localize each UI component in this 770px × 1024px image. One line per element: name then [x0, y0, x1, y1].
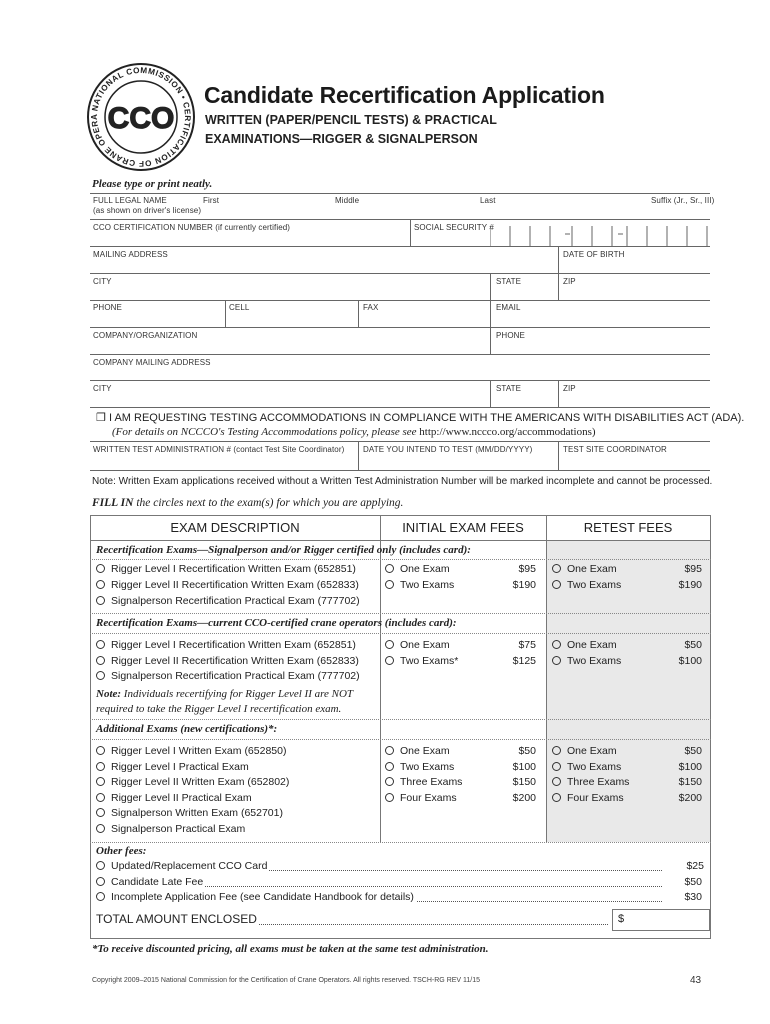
radio-circle-icon[interactable] — [96, 580, 105, 589]
cco-cert-label: CCO CERTIFICATION NUMBER (if currently certified) — [93, 223, 291, 232]
ssn-label: SOCIAL SECURITY # — [414, 223, 494, 232]
radio-circle-icon[interactable] — [96, 824, 105, 833]
radio-circle-icon[interactable] — [552, 580, 561, 589]
radio-circle-icon[interactable] — [385, 762, 394, 771]
fee-value: $125 — [512, 655, 536, 667]
ada-checkbox[interactable]: ❒ — [96, 412, 106, 424]
middle-name-label: Middle — [335, 196, 360, 205]
option-label: Two Exams* — [400, 655, 459, 667]
cco-cert-field[interactable] — [92, 232, 407, 244]
radio-circle-icon[interactable] — [96, 656, 105, 665]
sec3-retest-option[interactable] — [552, 761, 621, 773]
sec3-retest-option[interactable] — [552, 745, 617, 757]
fee-value: $75 — [518, 639, 536, 651]
sec1-initial-option[interactable] — [385, 563, 450, 575]
full-legal-name-label: FULL LEGAL NAME — [93, 196, 167, 205]
other-fees-title: Other fees: — [96, 845, 147, 857]
radio-circle-icon[interactable] — [552, 640, 561, 649]
page-title: Candidate Recertification Application — [204, 82, 605, 108]
other-fee-label: Incomplete Application Fee (see Candidate Handbook for details) — [111, 891, 414, 903]
state2-label: STATE — [496, 384, 522, 393]
company-phone-label: PHONE — [496, 331, 525, 340]
fee-value: $190 — [512, 579, 536, 591]
radio-circle-icon[interactable] — [385, 793, 394, 802]
total-currency: $ — [618, 913, 625, 925]
option-label: Four Exams — [567, 792, 624, 804]
option-label: Three Exams — [400, 776, 463, 788]
fee-value: $25 — [662, 860, 704, 872]
radio-circle-icon[interactable] — [96, 861, 105, 870]
option-label: One Exam — [400, 563, 450, 575]
sec1-exam-row[interactable] — [96, 579, 359, 591]
email-field[interactable] — [494, 313, 708, 325]
cell-field[interactable] — [228, 313, 354, 325]
sec3-exam-label: Rigger Level I Written Exam (652850) — [111, 745, 287, 757]
fill-in-text: the circles next to the exam(s) for which you are applying. — [133, 497, 404, 509]
mailing-address-label: MAILING ADDRESS — [93, 250, 168, 259]
discount-note: *To receive discounted pricing, all exams must be taken at the same test administration. — [92, 943, 489, 955]
sec2-exam-row[interactable] — [96, 639, 356, 651]
fee-value: $95 — [684, 563, 702, 575]
sec3-exam-row[interactable] — [96, 776, 289, 788]
sec2-exam-row[interactable] — [96, 655, 359, 667]
sec3-exam-row[interactable] — [96, 745, 286, 757]
sec2-retest-option[interactable] — [552, 655, 621, 667]
col-retest-fees: RETEST FEES — [583, 520, 673, 535]
test-site-coord-field[interactable] — [562, 455, 708, 469]
date-intend-label: DATE YOU INTEND TO TEST (MM/DD/YYYY) — [363, 445, 533, 454]
option-label: Two Exams — [567, 655, 622, 667]
radio-circle-icon[interactable] — [96, 808, 105, 817]
radio-circle-icon[interactable] — [96, 640, 105, 649]
sec2-exam-label: Signalperson Recertification Practical Exam (777702) — [111, 670, 360, 682]
radio-circle-icon[interactable] — [96, 877, 105, 886]
sec3-exam-label: Rigger Level II Written Exam (652802) — [111, 776, 290, 788]
other-fee-row[interactable] — [96, 860, 269, 872]
radio-circle-icon[interactable] — [385, 580, 394, 589]
sec1-exam-label: Signalperson Recertification Practical Exam (777702) — [111, 595, 360, 607]
sec3-exam-label: Signalperson Practical Exam — [111, 823, 246, 835]
col-initial-fees: INITIAL EXAM FEES — [402, 520, 524, 535]
suffix-label: Suffix (Jr., Sr., III) — [651, 196, 715, 205]
fee-value: $50 — [684, 745, 702, 757]
sec2-title: Recertification Exams—current CCO-certified crane operators (includes card): — [96, 617, 457, 629]
sec3-exam-label: Rigger Level I Practical Exam — [111, 761, 249, 773]
option-label: Two Exams — [400, 579, 455, 591]
option-label: One Exam — [567, 745, 617, 757]
fee-value: $50 — [662, 876, 702, 888]
option-label: One Exam — [567, 563, 617, 575]
logo-mark: CCO — [107, 102, 175, 135]
ada-details: (For details on NCCCO's Testing Accommodations policy, please see — [112, 426, 420, 438]
sec3-exam-row[interactable] — [96, 792, 252, 804]
radio-circle-icon[interactable] — [96, 564, 105, 573]
other-fee-row[interactable] — [96, 891, 416, 903]
ada-text: I AM REQUESTING TESTING ACCOMMODATIONS IN COMPLIANCE WITH THE AMERICANS WITH DISABILITIES ACT (ADA). — [108, 412, 745, 424]
sec1-exam-label: Rigger Level II Recertification Written Exam (652833) — [111, 579, 359, 591]
radio-circle-icon[interactable] — [552, 777, 561, 786]
page-subtitle-line2: EXAMINATIONS—RIGGER & SIGNALPERSON — [205, 132, 478, 146]
zip2-field[interactable] — [562, 394, 708, 406]
radio-circle-icon[interactable] — [96, 762, 105, 771]
company-phone-field[interactable] — [494, 341, 708, 353]
ssn-field[interactable] — [490, 222, 710, 246]
radio-circle-icon[interactable] — [96, 596, 105, 605]
radio-circle-icon[interactable] — [385, 564, 394, 573]
copyright: Copyright 2009–2015 National Commission for the Certification of Crane Operators. All rights reserved. TSCH-RG REV 11/15 — [92, 977, 481, 984]
total-amount-field[interactable] — [612, 909, 710, 931]
option-label: Three Exams — [567, 776, 630, 788]
sec3-exam-row[interactable] — [96, 823, 245, 835]
fill-in-bold: FILL IN — [92, 497, 134, 509]
radio-circle-icon[interactable] — [385, 746, 394, 755]
date-intend-field[interactable] — [362, 455, 554, 469]
zip-field[interactable] — [562, 287, 708, 299]
dob-field[interactable] — [562, 260, 708, 272]
company-mailing-field[interactable] — [92, 368, 707, 380]
sec2-initial-option[interactable] — [385, 655, 458, 667]
company-field[interactable] — [92, 341, 487, 353]
fee-value: $50 — [518, 745, 536, 757]
sec3-exam-label: Rigger Level II Practical Exam — [111, 792, 252, 804]
sec3-retest-option[interactable] — [552, 792, 624, 804]
zip-label: ZIP — [563, 277, 576, 286]
option-label: Two Exams — [567, 761, 622, 773]
written-admin-label: WRITTEN TEST ADMINISTRATION # (contact Test Site Coordinator) — [93, 445, 345, 454]
sec1-retest-option[interactable] — [552, 563, 617, 575]
state2-field[interactable] — [494, 394, 554, 406]
option-label: One Exam — [400, 745, 450, 757]
sec3-exam-row[interactable] — [96, 807, 283, 819]
written-exam-note: Note: Written Exam applications received without a Written Test Administration Number will be marked incomplete and cannot be processed. — [92, 476, 713, 487]
radio-circle-icon[interactable] — [552, 656, 561, 665]
dob-label: DATE OF BIRTH — [563, 250, 625, 259]
radio-circle-icon[interactable] — [96, 793, 105, 802]
option-label: One Exam — [567, 639, 617, 651]
sec2-exam-row[interactable] — [96, 670, 360, 682]
nccco-logo — [86, 62, 196, 172]
fee-value: $100 — [678, 655, 702, 667]
sec3-exam-row[interactable] — [96, 761, 249, 773]
sec3-exam-label: Signalperson Written Exam (652701) — [111, 807, 283, 819]
phone-field[interactable] — [92, 313, 222, 325]
other-fee-label: Candidate Late Fee — [111, 876, 204, 888]
sec2-exam-label: Rigger Level II Recertification Written Exam (652833) — [111, 655, 359, 667]
company-mailing-label: COMPANY MAILING ADDRESS — [93, 358, 211, 367]
ada-details-close: ) — [591, 426, 596, 438]
radio-circle-icon[interactable] — [385, 777, 394, 786]
other-fee-row[interactable] — [96, 876, 205, 888]
state-label: STATE — [496, 277, 522, 286]
radio-circle-icon[interactable] — [96, 777, 105, 786]
col-exam-description: EXAM DESCRIPTION — [170, 520, 300, 535]
last-name-label: Last — [480, 196, 496, 205]
first-name-label: First — [203, 196, 220, 205]
radio-circle-icon[interactable] — [552, 564, 561, 573]
total-amount-label: TOTAL AMOUNT ENCLOSED — [96, 912, 257, 926]
form-instruction: Please type or print neatly. — [92, 178, 213, 190]
fee-value: $200 — [512, 792, 536, 804]
option-label: Two Exams — [567, 579, 622, 591]
state-field[interactable] — [494, 287, 554, 299]
radio-circle-icon[interactable] — [552, 793, 561, 802]
fax-field[interactable] — [362, 313, 487, 325]
as-shown-label: (as shown on driver's license) — [93, 206, 202, 215]
fee-value: $190 — [678, 579, 702, 591]
test-site-coord-label: TEST SITE COORDINATOR — [563, 445, 667, 454]
option-label: Four Exams — [400, 792, 457, 804]
written-admin-field[interactable] — [92, 455, 354, 469]
fee-value: $100 — [678, 761, 702, 773]
fee-value: $200 — [678, 792, 702, 804]
fee-value: $150 — [678, 776, 702, 788]
radio-circle-icon[interactable] — [552, 746, 561, 755]
sec3-title: Additional Exams (new certifications)*: — [96, 723, 278, 735]
radio-circle-icon[interactable] — [96, 671, 105, 680]
sec2-note-line1: Individuals recertifying for Rigger Level II are NOT — [121, 688, 354, 700]
logo-ring-text: NATIONAL COMMISSION • CERTIFICATION OF CRANE OPERA — [89, 65, 193, 169]
sec3-retest-option[interactable] — [552, 776, 629, 788]
cell-label: CELL — [229, 303, 250, 312]
sec3-initial-option[interactable] — [385, 761, 454, 773]
sec1-exam-row[interactable] — [96, 563, 356, 575]
option-label: Two Exams — [400, 761, 455, 773]
radio-circle-icon[interactable] — [385, 640, 394, 649]
city-field[interactable] — [92, 287, 487, 299]
page-number: 43 — [690, 975, 702, 986]
sec2-retest-option[interactable] — [552, 639, 617, 651]
fee-value: $100 — [512, 761, 536, 773]
sec1-title: Recertification Exams—Signalperson and/or Rigger certified only (includes card): — [96, 544, 471, 556]
radio-circle-icon[interactable] — [552, 762, 561, 771]
sec2-note-bold: Note: — [96, 688, 122, 700]
full-legal-name-field[interactable] — [200, 204, 705, 218]
page-subtitle-line1: WRITTEN (PAPER/PENCIL TESTS) & PRACTICAL — [205, 113, 497, 127]
sec2-initial-option[interactable] — [385, 639, 450, 651]
fee-value: $95 — [518, 563, 536, 575]
email-label: EMAIL — [496, 303, 521, 312]
fee-value: $30 — [662, 891, 702, 903]
company-label: COMPANY/ORGANIZATION — [93, 331, 198, 340]
sec1-initial-option[interactable] — [385, 579, 454, 591]
sec3-initial-option[interactable] — [385, 792, 457, 804]
city2-field[interactable] — [92, 394, 487, 406]
mailing-address-field[interactable] — [92, 260, 554, 272]
ada-url-link[interactable]: http://www.nccco.org/accommodations — [419, 426, 592, 438]
phone-label: PHONE — [93, 303, 122, 312]
option-label: One Exam — [400, 639, 450, 651]
zip2-label: ZIP — [563, 384, 576, 393]
sec1-exam-label: Rigger Level I Recertification Written Exam (652851) — [111, 563, 356, 575]
fee-value: $50 — [684, 639, 702, 651]
sec3-initial-option[interactable] — [385, 745, 450, 757]
city2-label: CITY — [93, 384, 112, 393]
sec2-exam-label: Rigger Level I Recertification Written Exam (652851) — [111, 639, 356, 651]
sec1-retest-option[interactable] — [552, 579, 621, 591]
city-label: CITY — [93, 277, 112, 286]
sec3-initial-option[interactable] — [385, 776, 462, 788]
fax-label: FAX — [363, 303, 379, 312]
other-fee-label: Updated/Replacement CCO Card — [111, 860, 268, 872]
radio-circle-icon[interactable] — [96, 892, 105, 901]
sec2-note-line2: required to take the Rigger Level I recertification exam. — [96, 703, 342, 715]
fee-value: $150 — [512, 776, 536, 788]
sec1-exam-row[interactable] — [96, 595, 360, 607]
radio-circle-icon[interactable] — [96, 746, 105, 755]
radio-circle-icon[interactable] — [385, 656, 394, 665]
